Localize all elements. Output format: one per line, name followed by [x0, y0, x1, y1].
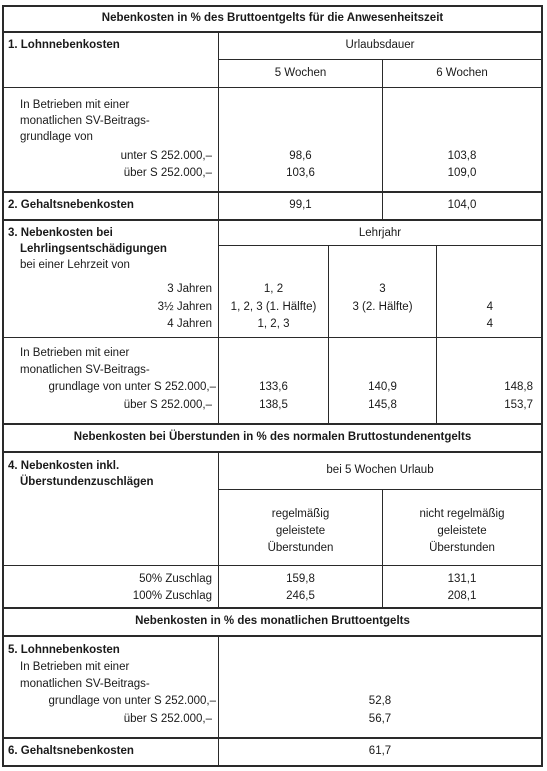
value-cell: 104,0 — [447, 199, 477, 211]
section-2-title: 2. Gehaltsnebenkosten — [8, 199, 134, 211]
table-border-top — [2, 5, 543, 7]
col-nicht-regelmaessig: nicht regelmäßig — [419, 508, 505, 520]
col-regelmaessig: Überstunden — [267, 542, 334, 554]
row-label-zuschlag: 100% Zuschlag — [132, 590, 212, 602]
value-cell: 148,8 — [504, 381, 533, 393]
value-cell: 98,6 — [289, 150, 312, 162]
rule — [2, 337, 543, 338]
value-cell: 138,5 — [259, 399, 288, 411]
rule — [2, 737, 543, 739]
section-3-subtitle: bei einer Lehrzeit von — [20, 259, 130, 271]
row-label-ueber: über S 252.000,– — [123, 167, 212, 179]
col-6-wochen: 6 Wochen — [436, 67, 488, 79]
section-header-anwesenheitszeit: Nebenkosten in % des Bruttoentgelts für die Anwesenheitszeit — [101, 12, 444, 24]
section-3-title: 3. Nebenkosten bei — [8, 227, 113, 239]
value-cell: 99,1 — [289, 199, 312, 211]
section-header-ueberstunden: Nebenkosten bei Überstunden in % des normalen Bruttostundenentgelts — [73, 431, 472, 443]
section-3-desc-line: In Betrieben mit einer — [20, 347, 130, 359]
lehrjahr-cell: 3 — [379, 283, 386, 295]
section-5-desc-line: grundlage von unter S 252.000,– — [48, 695, 216, 707]
row-label-lehrzeit: 4 Jahren — [167, 318, 212, 330]
value-cell: 140,9 — [368, 381, 397, 393]
rule — [2, 423, 543, 425]
lehrjahr-cell: 3 (2. Hälfte) — [352, 301, 413, 313]
rule — [436, 245, 437, 423]
section-6-title: 6. Gehaltsnebenkosten — [8, 745, 134, 757]
value-cell: 159,8 — [286, 573, 315, 585]
section-1-desc-line: In Betrieben mit einer — [20, 99, 130, 111]
col-5-wochen: 5 Wochen — [274, 67, 327, 79]
lehrjahr-cell: 4 — [486, 301, 493, 313]
section-3-desc-line: grundlage von unter S 252.000,– — [48, 381, 216, 393]
row-label-ueber: über S 252.000,– — [123, 399, 212, 411]
lehrjahr-cell: 1, 2 — [263, 283, 284, 295]
rule — [2, 635, 543, 637]
value-cell: 52,8 — [368, 695, 392, 707]
table-border-right — [541, 5, 543, 767]
lehrjahr-cell: 1, 2, 3 — [257, 318, 290, 330]
section-3-title: Lehrlingsentschädigungen — [20, 243, 167, 255]
value-cell: 246,5 — [286, 590, 315, 602]
row-label-lehrzeit: 3½ Jahren — [157, 301, 212, 313]
rule — [2, 191, 543, 193]
col-regelmaessig: geleistete — [275, 525, 326, 537]
col-regelmaessig: regelmäßig — [271, 508, 330, 520]
rule — [2, 31, 543, 33]
rule — [2, 219, 543, 221]
lehrjahr-cell: 4 — [486, 318, 493, 330]
value-cell: 61,7 — [368, 745, 392, 757]
rule — [328, 245, 329, 423]
lehrjahr-cell: 1, 2, 3 (1. Hälfte) — [230, 301, 317, 313]
value-cell: 145,8 — [368, 399, 397, 411]
table-border-bottom — [2, 765, 543, 767]
row-label-unter: unter S 252.000,– — [120, 150, 212, 162]
rule — [2, 607, 543, 609]
col-nicht-regelmaessig: geleistete — [437, 525, 487, 537]
section-1-desc-line: monatlichen SV-Beitrags- — [20, 115, 150, 127]
section-1-title: 1. Lohnnebenkosten — [8, 39, 120, 51]
section-header-monatlich: Nebenkosten in % des monatlichen Bruttoentgelts — [135, 615, 410, 627]
rule — [382, 59, 383, 219]
value-cell: 153,7 — [504, 399, 533, 411]
urlaubsdauer-header: Urlaubsdauer — [345, 39, 415, 51]
rule — [2, 565, 543, 566]
section-4-title: 4. Nebenkosten inkl. — [8, 460, 120, 472]
value-cell: 208,1 — [447, 590, 477, 602]
lehrjahr-header: Lehrjahr — [358, 227, 402, 239]
value-cell: 103,6 — [286, 167, 315, 179]
rule — [2, 87, 543, 88]
row-label-lehrzeit: 3 Jahren — [167, 283, 212, 295]
urlaub-header: bei 5 Wochen Urlaub — [326, 464, 434, 476]
section-1-desc-line: grundlage von — [20, 131, 93, 143]
value-cell: 109,0 — [447, 167, 477, 179]
value-cell: 131,1 — [447, 573, 477, 585]
rule — [218, 489, 543, 490]
rule — [2, 451, 543, 453]
section-4-title: Überstundenzuschlägen — [20, 476, 154, 488]
rule — [218, 245, 543, 246]
section-5-title: 5. Lohnnebenkosten — [8, 644, 120, 656]
value-cell: 103,8 — [447, 150, 477, 162]
rule — [218, 59, 543, 60]
row-label-ueber: über S 252.000,– — [123, 713, 212, 725]
section-3-desc-line: monatlichen SV-Beitrags- — [20, 364, 150, 376]
section-5-desc-line: In Betrieben mit einer — [20, 661, 130, 673]
table-border-left — [2, 5, 4, 767]
col-nicht-regelmaessig: Überstunden — [429, 542, 495, 554]
value-cell: 56,7 — [368, 713, 392, 725]
value-cell: 133,6 — [259, 381, 288, 393]
section-5-desc-line: monatlichen SV-Beitrags- — [20, 678, 150, 690]
row-label-zuschlag: 50% Zuschlag — [139, 573, 212, 585]
